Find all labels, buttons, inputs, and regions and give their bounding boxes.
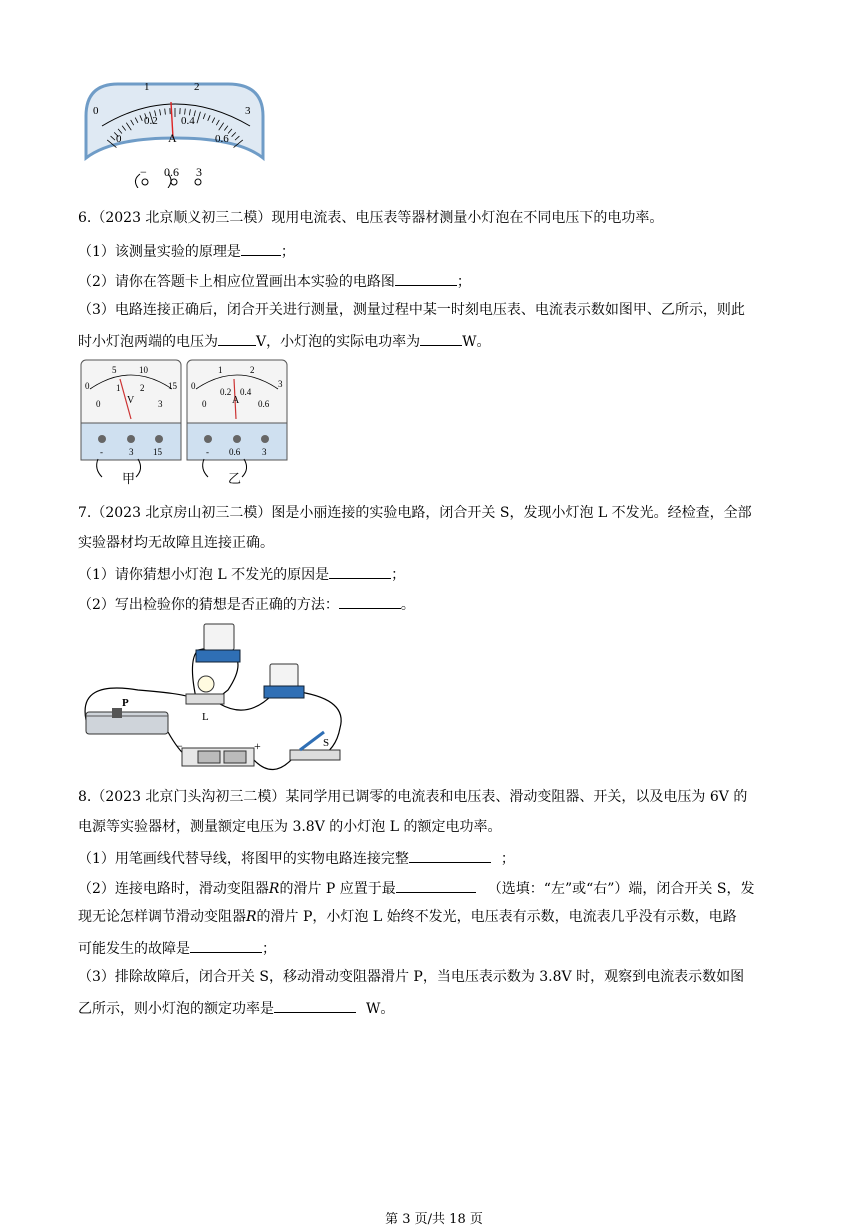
punct: 。: [400, 597, 415, 613]
punct: ；: [456, 274, 471, 290]
answer-blank[interactable]: [329, 564, 391, 579]
answer-blank[interactable]: [190, 938, 262, 953]
voltmeter-device: [204, 624, 234, 650]
a-scale-bot-04: 0.4: [240, 387, 252, 397]
voltmeter-figure: [80, 359, 182, 487]
v-scale-top-0: 0: [85, 381, 90, 391]
bulb-icon: [198, 676, 214, 692]
label-plus: +: [254, 739, 261, 753]
var-R: R: [268, 881, 280, 897]
terminal-0-6: 0.6: [164, 165, 179, 179]
q8-p2-b: 的滑片 P 应置于最: [279, 881, 396, 897]
answer-blank[interactable]: [420, 331, 462, 346]
a-term-neg: -: [206, 447, 209, 457]
wire: [300, 692, 341, 758]
answer-blank[interactable]: [409, 848, 491, 863]
terminal-3: 3: [196, 165, 202, 179]
answer-blank[interactable]: [274, 998, 356, 1013]
a-term-06: 0.6: [229, 447, 241, 457]
a-scale-bot-02: 0.2: [220, 387, 232, 397]
v-scale-top-15: 15: [168, 381, 177, 391]
rheostat-icon: [86, 712, 168, 734]
a-scale-bot-06: 0.6: [258, 399, 270, 409]
ammeter-device: [270, 664, 298, 688]
label-S: S: [323, 737, 330, 749]
label-L: L: [202, 711, 209, 723]
q7-part2-text: （2）写出检验你的猜想是否正确的方法：: [78, 597, 339, 613]
punct: ；: [262, 941, 276, 957]
scale-top-0: 0: [93, 105, 99, 117]
scale-top-2: 2: [194, 81, 200, 93]
v-scale-bot-3: 3: [158, 399, 163, 409]
q8-p2-c: （选填：“左”或“右”）端，闭合开关 S，发: [487, 881, 755, 897]
q6-part3-line1: （3）电路连接正确后，闭合开关进行测量，测量过程中某一时刻电压表、电流表示数如图甲、乙所示，则此: [78, 302, 745, 318]
circuit-figure: [78, 620, 358, 775]
answer-blank[interactable]: [339, 594, 401, 609]
switch-icon: [290, 750, 340, 760]
v-scale-bot-1: 1: [116, 383, 121, 393]
q6-header: 6.（2023 北京顺义初三二模）现用电流表、电压表等器材测量小灯泡在不同电压下的电功率。: [78, 210, 664, 226]
q8-p2-l2-a: 现无论怎样调节滑动变阻器: [78, 909, 246, 925]
v-term-3: 3: [129, 447, 134, 457]
a-scale-top-0: 0: [191, 381, 196, 391]
a-scale-bot-0: 0: [202, 399, 207, 409]
unit-label: A: [168, 131, 177, 145]
q8-header2: 电源等实验器材，测量额定电压为 3.8V 的小灯泡 L 的额定电功率。: [78, 819, 502, 835]
a-scale-top-1: 1: [218, 365, 223, 375]
q7-header2: 实验器材均无故障且连接正确。: [78, 535, 274, 551]
q7-part1: [78, 564, 405, 584]
a-term-3: 3: [262, 447, 267, 457]
v-scale-top-10: 10: [139, 365, 148, 375]
q8-part2-line2: [78, 908, 737, 926]
scale-bottom-0: 0: [116, 133, 122, 145]
q8-part3-line1: （3）排除故障后，闭合开关 S，移动滑动变阻器滑片 P，当电压表示数为 3.8V 时，观察到电流表示数如图: [78, 969, 745, 985]
q6-part3-b: V，小灯泡的实际电功率为: [256, 334, 421, 350]
scale-bottom-2: 0.4: [181, 115, 195, 127]
q8-p3-l2-end: W。: [366, 1001, 395, 1017]
q6-part2: [78, 271, 471, 291]
q8-p2-l3: 可能发生的故障是: [78, 941, 190, 957]
v-scale-bot-0: 0: [96, 399, 101, 409]
v-term-15: 15: [153, 447, 162, 457]
q8-part1: [78, 848, 515, 868]
answer-blank[interactable]: [241, 241, 281, 256]
v-scale-bot-2: 2: [140, 383, 145, 393]
a-scale-top-3: 3: [278, 379, 283, 389]
wire: [254, 758, 293, 770]
ammeter-figure-top: [78, 76, 273, 188]
caption-yi: 乙: [228, 471, 242, 486]
label-P: P: [122, 697, 129, 709]
q7-part2: [78, 594, 415, 614]
var-R: R: [246, 909, 257, 925]
q8-part2-line1: [78, 878, 754, 898]
q8-p2-l2-b: 的滑片 P，小灯泡 L 始终不发光，电压表有示数，电流表几乎没有示数，电路: [256, 909, 737, 925]
q7-part1-text: （1）请你猜想小灯泡 L 不发光的原因是: [78, 567, 330, 583]
q6-part3-line2: [78, 331, 491, 351]
scale-top-3: 3: [245, 105, 251, 117]
q8-part3-line2: [78, 998, 394, 1018]
q6-part3-c: W。: [462, 334, 491, 350]
scale-bottom-3: 0.6: [215, 133, 229, 145]
q6-part1-text: （1）该测量实验的原理是: [78, 244, 241, 260]
v-unit: V: [127, 395, 135, 406]
answer-blank[interactable]: [218, 331, 256, 346]
a-unit: A: [232, 395, 240, 406]
q6-part2-text: （2）请你在答题卡上相应位置画出本实验的电路图: [78, 274, 395, 290]
caption-jia: 甲: [122, 471, 136, 486]
q8-p2-a: （2）连接电路时，滑动变阻器: [78, 881, 269, 897]
q6-part3-a: 时小灯泡两端的电压为: [78, 334, 218, 350]
q8-part1-text: （1）用笔画线代替导线，将图甲的实物电路连接完整: [78, 851, 409, 867]
punct: ；: [280, 244, 295, 260]
scale-top-1: 1: [144, 81, 150, 93]
answer-blank[interactable]: [396, 878, 476, 893]
punct: ；: [500, 851, 515, 867]
a-scale-top-2: 2: [250, 365, 255, 375]
q7-header: 7.（2023 北京房山初三二模）图是小丽连接的实验电路，闭合开关 S，发现小灯泡 L 不发光。经检查，全部: [78, 505, 752, 521]
q8-p3-l2: 乙所示，则小灯泡的额定功率是: [78, 1001, 274, 1017]
q8-part2-line3: [78, 938, 276, 958]
scale-bottom-1: 0.2: [144, 115, 158, 127]
v-scale-top-5: 5: [112, 365, 117, 375]
answer-blank[interactable]: [395, 271, 457, 286]
q6-part1: [78, 241, 295, 261]
page-footer: 第 3 页/共 18 页: [385, 1212, 483, 1227]
terminal-neg: −: [140, 165, 147, 179]
q8-header: 8.（2023 北京门头沟初三二模）某同学用已调零的电流表和电压表、滑动变阻器、开关，以及电压为 6V 的: [78, 789, 748, 805]
label-minus: −: [176, 739, 183, 753]
ammeter-figure-2: [186, 359, 288, 487]
punct: ；: [391, 567, 406, 583]
v-term-neg: -: [100, 447, 103, 457]
